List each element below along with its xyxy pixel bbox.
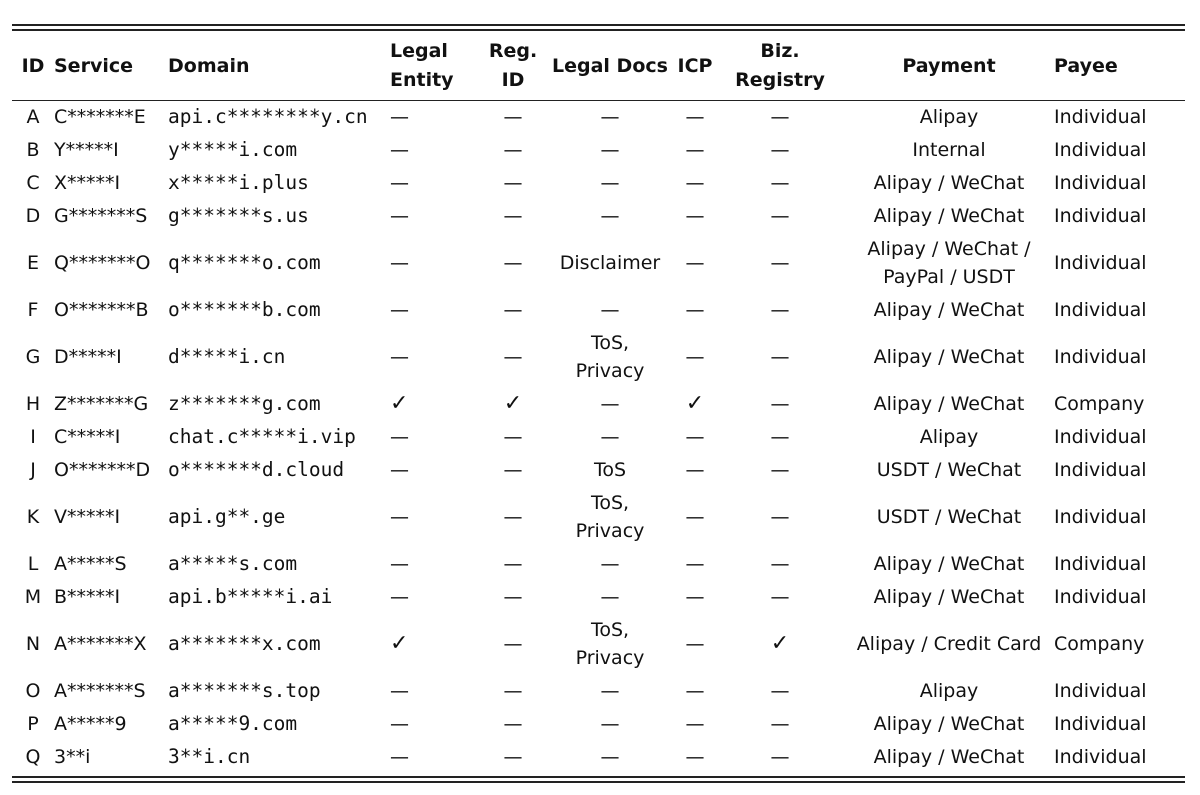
cell-domain: api.c********y.cn — [168, 105, 368, 128]
cell-legal-docs-line: ToS, — [590, 619, 630, 641]
checkmark-icon: ✓ — [685, 391, 705, 416]
cell-legal-docs-line: — — [600, 746, 620, 768]
cell-service: B*****I — [54, 586, 121, 608]
cell-reg-id: — — [503, 299, 523, 321]
cell-payee: Individual — [1054, 586, 1147, 608]
checkmark-icon: ✓ — [390, 391, 409, 416]
cell-icp: — — [685, 106, 705, 128]
cell-legal-docs — [546, 327, 674, 388]
cell-legal-entity: — — [390, 553, 409, 575]
cell-id: F — [27, 299, 39, 321]
cell-payee: Individual — [1054, 506, 1147, 528]
table-row — [12, 675, 1185, 708]
cell-service: Q*******O — [54, 252, 151, 274]
cell-biz-registry: — — [770, 252, 790, 274]
header-payment: Payment — [902, 54, 996, 77]
cell-legal-docs — [546, 614, 674, 675]
cell-payment — [844, 487, 1054, 548]
checkmark-icon: ✓ — [770, 631, 790, 656]
header-reg-id — [480, 31, 546, 101]
cell-reg-id: — — [503, 586, 523, 608]
header-reg-id-line-2: ID — [501, 69, 525, 91]
cell-biz-registry: — — [770, 459, 790, 481]
cell-domain: api.g**.ge — [168, 505, 286, 528]
cell-payment — [844, 327, 1054, 388]
cell-service: O*******D — [54, 459, 151, 481]
cell-id: P — [27, 713, 39, 735]
cell-domain: a*******s.top — [168, 679, 321, 702]
cell-domain: chat.c*****i.vip — [168, 425, 356, 448]
cell-legal-entity: — — [390, 205, 409, 227]
cell-legal-docs-line: Disclaimer — [559, 252, 661, 274]
cell-payee: Individual — [1054, 106, 1147, 128]
cell-payee: Individual — [1054, 713, 1147, 735]
header-biz-registry — [716, 31, 844, 101]
cell-service: G*******S — [54, 205, 148, 227]
cell-service: Y*****I — [54, 139, 119, 161]
cell-service: A*****9 — [54, 713, 127, 735]
cell-domain: 3**i.cn — [168, 745, 251, 768]
cell-payment — [844, 101, 1054, 135]
table-row — [12, 614, 1185, 675]
table-row — [12, 200, 1185, 233]
table-row — [12, 741, 1185, 774]
cell-id: E — [26, 252, 39, 274]
cell-domain: z*******g.com — [168, 392, 321, 415]
cell-legal-docs-line: — — [600, 106, 620, 128]
cell-payment-line: Alipay / WeChat — [873, 205, 1025, 227]
cell-reg-id: — — [503, 139, 523, 161]
services-table — [12, 31, 1185, 774]
header-legal-docs: Legal Docs — [552, 54, 668, 77]
cell-legal-docs-line: ToS — [593, 459, 627, 481]
cell-id: I — [30, 426, 36, 448]
cell-legal-docs-line: — — [600, 299, 620, 321]
cell-biz-registry: — — [770, 205, 790, 227]
cell-legal-docs — [546, 487, 674, 548]
header-legal-entity-line-2: Entity — [390, 69, 454, 91]
cell-legal-entity: — — [390, 586, 409, 608]
cell-legal-docs — [546, 200, 674, 233]
cell-payee: Individual — [1054, 680, 1147, 702]
cell-legal-entity: — — [390, 106, 409, 128]
cell-biz-registry: — — [770, 746, 790, 768]
cell-biz-registry: — — [770, 139, 790, 161]
cell-icp: — — [685, 713, 705, 735]
cell-legal-entity: — — [390, 713, 409, 735]
cell-service: C*******E — [54, 106, 146, 128]
cell-biz-registry: — — [770, 680, 790, 702]
table-row — [12, 134, 1185, 167]
checkmark-icon: ✓ — [390, 631, 409, 656]
cell-reg-id: — — [503, 713, 523, 735]
cell-reg-id: — — [503, 459, 523, 481]
header-legal-entity-line-1: Legal — [390, 40, 448, 62]
cell-id: C — [26, 172, 40, 194]
cell-domain: g*******s.us — [168, 204, 309, 227]
cell-legal-entity: — — [390, 746, 409, 768]
cell-reg-id: — — [503, 553, 523, 575]
cell-biz-registry: — — [770, 506, 790, 528]
table-header — [12, 31, 1185, 101]
cell-payee: Individual — [1054, 252, 1147, 274]
cell-legal-docs — [546, 134, 674, 167]
cell-legal-docs — [546, 388, 674, 421]
cell-legal-docs-line: — — [600, 426, 620, 448]
cell-legal-entity: — — [390, 139, 409, 161]
cell-biz-registry: — — [770, 393, 790, 415]
cell-legal-docs-line: — — [600, 393, 620, 415]
cell-payee: Individual — [1054, 139, 1147, 161]
cell-legal-docs-line: — — [600, 586, 620, 608]
cell-biz-registry: — — [770, 553, 790, 575]
cell-service: D*****I — [54, 346, 122, 368]
cell-service: Z*******G — [54, 393, 149, 415]
cell-legal-docs — [546, 294, 674, 327]
cell-legal-docs — [546, 675, 674, 708]
cell-payment-line: Alipay — [919, 106, 979, 128]
cell-payment-line: USDT / WeChat — [876, 459, 1022, 481]
cell-legal-docs-line: — — [600, 205, 620, 227]
cell-biz-registry: — — [770, 426, 790, 448]
header-legal-entity — [390, 31, 480, 101]
cell-reg-id: — — [503, 426, 523, 448]
cell-id: B — [26, 139, 40, 161]
cell-icp: — — [685, 346, 705, 368]
cell-payee: Individual — [1054, 205, 1147, 227]
cell-icp: — — [685, 172, 705, 194]
cell-service: C*****I — [54, 426, 121, 448]
cell-domain: o*******d.cloud — [168, 458, 345, 481]
cell-payment — [844, 581, 1054, 614]
cell-domain: api.b*****i.ai — [168, 585, 333, 608]
cell-icp: — — [685, 139, 705, 161]
cell-payment-line: Alipay / WeChat — [873, 586, 1025, 608]
services-table-container — [12, 24, 1185, 783]
cell-biz-registry: — — [770, 346, 790, 368]
bottom-rule — [12, 776, 1185, 783]
cell-payment-line: Alipay / WeChat — [873, 299, 1025, 321]
cell-payment — [844, 741, 1054, 774]
cell-payment — [844, 134, 1054, 167]
cell-payment-line: Alipay / WeChat — [873, 172, 1025, 194]
cell-payment-line: Alipay / WeChat — [873, 393, 1025, 415]
cell-payee: Individual — [1054, 459, 1147, 481]
cell-legal-entity: — — [390, 252, 409, 274]
table-row — [12, 101, 1185, 135]
cell-icp: — — [685, 746, 705, 768]
header-biz-registry-line-1: Biz. — [760, 40, 800, 62]
cell-icp: — — [685, 459, 705, 481]
cell-legal-docs — [546, 167, 674, 200]
cell-service: A*******S — [54, 680, 146, 702]
cell-icp: — — [685, 205, 705, 227]
cell-payment-line: USDT / WeChat — [876, 506, 1022, 528]
cell-legal-docs — [546, 548, 674, 581]
cell-legal-entity — [390, 388, 480, 421]
cell-biz-registry: — — [770, 172, 790, 194]
cell-id: L — [27, 553, 39, 575]
cell-biz-registry: — — [770, 299, 790, 321]
cell-biz-registry: — — [770, 586, 790, 608]
cell-payment-line: Internal — [912, 139, 986, 161]
table-row — [12, 708, 1185, 741]
cell-domain: q*******o.com — [168, 251, 321, 274]
cell-legal-docs-line: Privacy — [575, 647, 645, 669]
cell-reg-id: — — [503, 252, 523, 274]
cell-id: N — [25, 633, 41, 655]
cell-legal-docs — [546, 741, 674, 774]
cell-reg-id — [480, 388, 546, 421]
cell-legal-entity: — — [390, 680, 409, 702]
cell-service: X*****I — [54, 172, 121, 194]
cell-domain: a*****s.com — [168, 552, 298, 575]
cell-id: A — [26, 106, 40, 128]
table-row — [12, 167, 1185, 200]
cell-domain: x*****i.plus — [168, 171, 309, 194]
cell-id: G — [25, 346, 41, 368]
cell-id: M — [24, 586, 42, 608]
cell-icp: — — [685, 633, 705, 655]
cell-payment-line: Alipay / Credit Card — [856, 633, 1042, 655]
header-biz-registry-line-2: Registry — [735, 69, 825, 91]
cell-payment — [844, 708, 1054, 741]
cell-legal-entity: — — [390, 459, 409, 481]
cell-icp: — — [685, 586, 705, 608]
cell-legal-docs-line: — — [600, 172, 620, 194]
checkmark-icon: ✓ — [503, 391, 523, 416]
cell-icp: — — [685, 426, 705, 448]
cell-id: O — [25, 680, 41, 702]
cell-payment — [844, 548, 1054, 581]
cell-legal-docs-line: — — [600, 139, 620, 161]
header-domain: Domain — [168, 54, 250, 77]
cell-service: O*******B — [54, 299, 149, 321]
cell-legal-entity — [390, 614, 480, 675]
cell-payment-line: Alipay / WeChat — [873, 713, 1025, 735]
cell-legal-docs — [546, 581, 674, 614]
cell-icp: — — [685, 299, 705, 321]
cell-id: H — [25, 393, 41, 415]
cell-service: V*****I — [54, 506, 121, 528]
cell-domain: d*****i.cn — [168, 345, 286, 368]
cell-icp: — — [685, 553, 705, 575]
cell-domain: a*****9.com — [168, 712, 298, 735]
header-reg-id-line-1: Reg. — [488, 40, 538, 62]
table-row — [12, 421, 1185, 454]
cell-payment — [844, 454, 1054, 487]
cell-legal-entity: — — [390, 172, 409, 194]
cell-service: 3**i — [54, 746, 91, 768]
table-row — [12, 487, 1185, 548]
header-icp: ICP — [677, 54, 713, 77]
cell-payment — [844, 675, 1054, 708]
table-row — [12, 233, 1185, 294]
cell-reg-id: — — [503, 205, 523, 227]
cell-icp: — — [685, 680, 705, 702]
cell-legal-docs — [546, 454, 674, 487]
cell-legal-docs — [546, 233, 674, 294]
cell-biz-registry — [716, 614, 844, 675]
cell-legal-docs — [546, 421, 674, 454]
cell-payment — [844, 200, 1054, 233]
cell-payment-line: Alipay / WeChat / — [867, 238, 1031, 260]
cell-payment — [844, 233, 1054, 294]
cell-id: Q — [25, 746, 41, 768]
cell-icp — [674, 388, 716, 421]
cell-payment — [844, 614, 1054, 675]
cell-payee: Company — [1054, 633, 1145, 655]
cell-biz-registry: — — [770, 713, 790, 735]
cell-payment-line: Alipay — [919, 680, 979, 702]
cell-payment-line: PayPal / USDT — [883, 266, 1015, 288]
cell-domain: o*******b.com — [168, 298, 321, 321]
table-row — [12, 581, 1185, 614]
cell-reg-id: — — [503, 633, 523, 655]
cell-legal-entity: — — [390, 346, 409, 368]
table-body — [12, 101, 1185, 775]
cell-service: A*****S — [54, 553, 127, 575]
cell-id: K — [26, 506, 40, 528]
table-row — [12, 548, 1185, 581]
cell-reg-id: — — [503, 346, 523, 368]
header-payee: Payee — [1054, 54, 1118, 77]
cell-legal-entity: — — [390, 299, 409, 321]
cell-reg-id: — — [503, 680, 523, 702]
table-row — [12, 454, 1185, 487]
table-row — [12, 388, 1185, 421]
cell-reg-id: — — [503, 106, 523, 128]
cell-payee: Company — [1054, 393, 1145, 415]
table-row — [12, 327, 1185, 388]
header-row — [12, 31, 1185, 101]
cell-payee: Individual — [1054, 172, 1147, 194]
cell-payee: Individual — [1054, 746, 1147, 768]
cell-reg-id: — — [503, 506, 523, 528]
cell-legal-docs — [546, 708, 674, 741]
cell-legal-entity: — — [390, 426, 409, 448]
cell-reg-id: — — [503, 172, 523, 194]
cell-icp: — — [685, 252, 705, 274]
cell-payee: Individual — [1054, 346, 1147, 368]
cell-payment — [844, 388, 1054, 421]
cell-payment — [844, 421, 1054, 454]
table-row — [12, 294, 1185, 327]
cell-payment-line: Alipay / WeChat — [873, 553, 1025, 575]
cell-legal-entity: — — [390, 506, 409, 528]
header-service: Service — [54, 54, 133, 77]
cell-legal-docs-line: — — [600, 553, 620, 575]
cell-payment — [844, 167, 1054, 200]
cell-payment — [844, 294, 1054, 327]
cell-domain: a*******x.com — [168, 632, 321, 655]
cell-legal-docs-line: Privacy — [575, 520, 645, 542]
cell-payee: Individual — [1054, 426, 1147, 448]
cell-payee: Individual — [1054, 553, 1147, 575]
cell-payee: Individual — [1054, 299, 1147, 321]
cell-id: D — [25, 205, 41, 227]
cell-icp: — — [685, 506, 705, 528]
header-id: ID — [21, 54, 45, 77]
cell-legal-docs-line: ToS, — [590, 332, 630, 354]
cell-legal-docs-line: Privacy — [575, 360, 645, 382]
cell-service: A*******X — [54, 633, 147, 655]
cell-payment-line: Alipay / WeChat — [873, 746, 1025, 768]
top-rule — [12, 24, 1185, 31]
cell-biz-registry: — — [770, 106, 790, 128]
cell-legal-docs-line: — — [600, 713, 620, 735]
cell-id: J — [30, 459, 36, 481]
cell-reg-id: — — [503, 746, 523, 768]
cell-legal-docs-line: ToS, — [590, 492, 630, 514]
cell-legal-docs-line: — — [600, 680, 620, 702]
cell-payment-line: Alipay — [919, 426, 979, 448]
cell-domain: y*****i.com — [168, 138, 298, 161]
cell-legal-docs — [546, 101, 674, 135]
cell-payment-line: Alipay / WeChat — [873, 346, 1025, 368]
